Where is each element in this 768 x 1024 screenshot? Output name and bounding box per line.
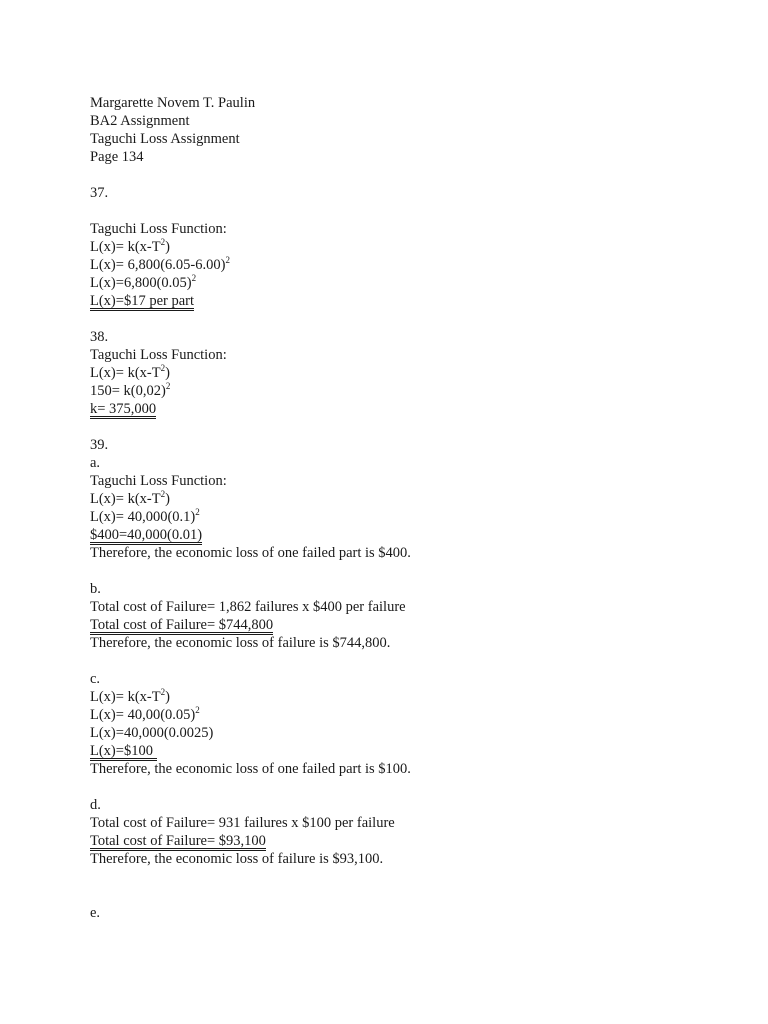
problem-39a-conclusion: Therefore, the economic loss of one failed part is $400. [90, 545, 411, 561]
problem-39d-answer: Total cost of Failure= $93,100 [90, 833, 266, 849]
assignment-title: Taguchi Loss Assignment [90, 131, 240, 147]
problem-38-step-1: $150= k(0,02)^2$ [90, 381, 171, 399]
problem-39c-label: c. [90, 671, 101, 687]
problem-39b-step-1: Total cost of Failure= 1,862 failures x $400 per failure [90, 599, 406, 615]
problem-39c-conclusion: Therefore, the economic loss of one failed part is $100. [90, 761, 411, 777]
page-reference: Page 134 [90, 149, 144, 165]
problem-39c-step-1: $L(x)= 40,00(0.05)^2$ [90, 705, 200, 723]
problem-39e-label: e. [90, 905, 101, 921]
problem-39a-heading: Taguchi Loss Function: [90, 473, 227, 489]
problem-37-step-1: $L(x)= 6,800(6.05-6.00)^2$ [90, 255, 230, 273]
problem-39b-label: b. [90, 581, 101, 597]
problem-37-step-2: $L(x)=6,800(0.05)^2$ [90, 273, 197, 291]
problem-37-number: 37. [90, 185, 109, 201]
problem-39b-conclusion: Therefore, the economic loss of failure is $744,800. [90, 635, 391, 651]
problem-39d-label: d. [90, 797, 101, 813]
problem-39c-step-2: L(x)=40,000(0.0025) [90, 725, 214, 741]
problem-38-formula: $L(x)= k(x-T^2)$ [90, 363, 170, 381]
problem-39a-formula: $L(x)= k(x-T^2)$ [90, 489, 170, 507]
problem-39a-step-1: $L(x)= 40,000(0.1)^2$ [90, 507, 200, 525]
problem-38-heading: Taguchi Loss Function: [90, 347, 227, 363]
problem-37-heading: Taguchi Loss Function: [90, 221, 227, 237]
author-name: Margarette Novem T. Paulin [90, 95, 256, 111]
problem-39-number: 39. [90, 437, 109, 453]
course-name: BA2 Assignment [90, 113, 190, 129]
problem-39d-step-1: Total cost of Failure= 931 failures x $100 per failure [90, 815, 395, 831]
problem-38-answer: k= 375,000 [90, 401, 157, 417]
problem-39c-answer: L(x)=$100 [90, 742, 730, 760]
problem-37-answer: L(x)=$17 per part [90, 293, 194, 309]
problem-39a-label: a. [90, 455, 101, 471]
problem-38-number: 38. [90, 329, 109, 345]
problem-37-formula: $L(x)= k(x-T^2)$ [90, 237, 170, 255]
document-page [90, 94, 730, 922]
problem-39b-answer: Total cost of Failure= $744,800 [90, 617, 274, 633]
problem-39d-conclusion: Therefore, the economic loss of failure is $93,100. [90, 851, 384, 867]
problem-39a-answer: $400=40,000(0.01) [90, 527, 203, 543]
problem-39c-formula: $L(x)= k(x-T^2)$ [90, 687, 170, 705]
